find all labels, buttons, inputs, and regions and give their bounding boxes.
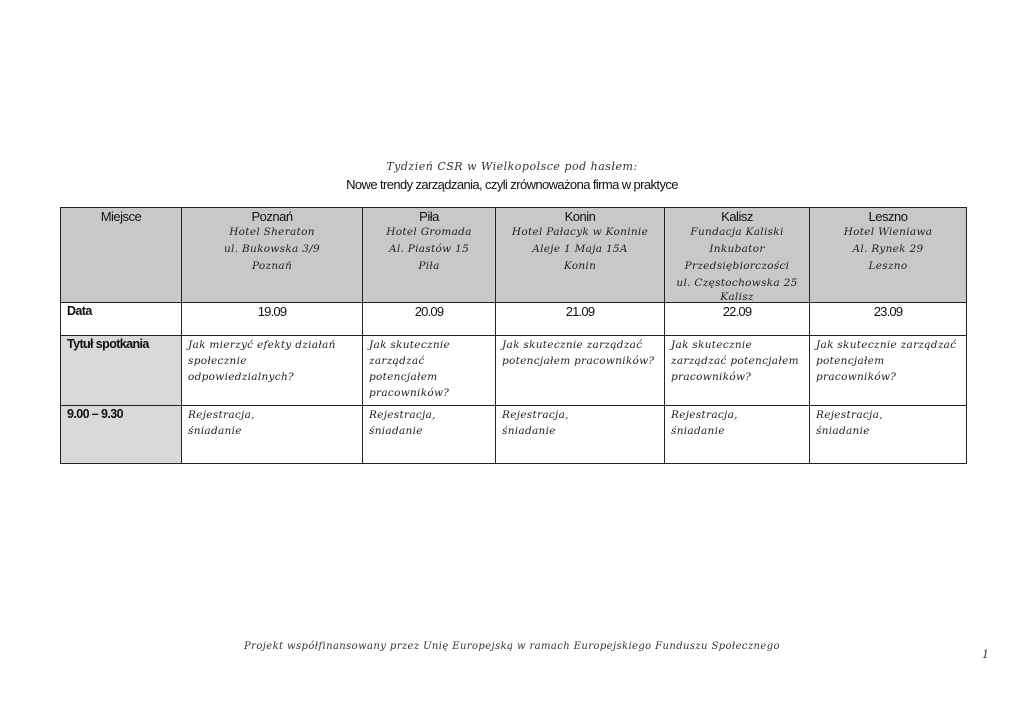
- meeting-title-cell: [496, 336, 665, 406]
- text-line: zarządzać potencjałem: [671, 355, 799, 367]
- address-line: Hotel Sheraton: [229, 226, 315, 238]
- meeting-title-label-cell: [61, 336, 182, 406]
- text-line: pracowników?: [369, 387, 450, 399]
- text-line: śniadanie: [369, 425, 423, 437]
- session-text: [810, 406, 966, 440]
- text-line: śniadanie: [188, 425, 242, 437]
- session-cell: [363, 406, 496, 464]
- date-cell: [363, 303, 496, 336]
- text-line: śniadanie: [816, 425, 870, 437]
- date-cell: [496, 303, 665, 336]
- text-line: Jak skutecznie: [369, 339, 451, 351]
- meeting-title-cell: [665, 336, 810, 406]
- text-line: Rejestracja,: [671, 409, 738, 421]
- session-text: [182, 406, 362, 440]
- place-cell-pila: [363, 208, 496, 303]
- schedule-table: [60, 207, 967, 464]
- address-line: Leszno: [868, 260, 908, 272]
- text-line: Rejestracja,: [369, 409, 436, 421]
- address-line: Hotel Wieniawa: [843, 226, 933, 238]
- address-line: Kalisz: [720, 292, 754, 302]
- text-line: Rejestracja,: [188, 409, 255, 421]
- meeting-title-text: [496, 336, 664, 370]
- address-line: Przedsiębiorczości: [684, 260, 790, 272]
- text-line: śniadanie: [502, 425, 556, 437]
- city-name: Piła: [419, 209, 439, 224]
- session-cell: [810, 406, 967, 464]
- text-line: śniadanie: [671, 425, 725, 437]
- address-line: Hotel Gromada: [386, 226, 472, 238]
- place-row: [61, 208, 967, 303]
- meeting-title-label: Tytuł spotkania: [67, 337, 149, 351]
- time-label-cell: [61, 406, 182, 464]
- meeting-title-text: [182, 336, 362, 386]
- date-cell: [810, 303, 967, 336]
- text-line: zarządzać: [369, 355, 425, 367]
- place-cell-kalisz: [665, 208, 810, 303]
- address-line: ul. Bukowska 3/9: [224, 243, 320, 255]
- place-cell-poznan: [182, 208, 363, 303]
- address-line: Al. Piastów 15: [388, 243, 470, 255]
- text-line: pracowników?: [816, 371, 897, 383]
- date-label-cell: [61, 303, 182, 336]
- text-line: Jak skutecznie zarządzać: [816, 339, 957, 351]
- text-line: Rejestracja,: [502, 409, 569, 421]
- session-row: [61, 406, 967, 464]
- meeting-title-text: [810, 336, 966, 386]
- session-text: [496, 406, 664, 440]
- address-line: Konin: [563, 260, 597, 272]
- date-value: 22.09: [722, 304, 752, 319]
- address-line: Al. Rynek 29: [852, 243, 924, 255]
- document-footer: Projekt współfinansowany przez Unię Europejską w ramach Europejskiego Funduszu Społecznego: [244, 641, 780, 652]
- city-name: Konin: [564, 209, 596, 224]
- document-subtitle: Tydzień CSR w Wielkopolsce pod hasłem:: [386, 160, 638, 173]
- place-cell-konin: [496, 208, 665, 303]
- session-cell: [665, 406, 810, 464]
- address-line: Piła: [418, 260, 440, 272]
- date-value: 20.09: [414, 304, 444, 319]
- meeting-title-cell: [810, 336, 967, 406]
- time-label: 9.00 – 9.30: [67, 407, 123, 421]
- place-label: Miejsce: [100, 209, 142, 224]
- text-line: Rejestracja,: [816, 409, 883, 421]
- text-line: potencjałem: [369, 371, 438, 383]
- session-text: [363, 406, 495, 440]
- meeting-title-text: [665, 336, 809, 386]
- address-line: Fundacja Kaliski: [690, 226, 784, 238]
- address-line: Aleje 1 Maja 15A: [532, 243, 628, 255]
- text-line: Jak mierzyć efekty działań: [188, 339, 336, 351]
- text-line: Jak skutecznie: [671, 339, 753, 351]
- date-value: 19.09: [257, 304, 287, 319]
- text-line: Jak skutecznie zarządzać: [502, 339, 643, 351]
- session-cell: [182, 406, 363, 464]
- city-name: Kalisz: [721, 209, 753, 224]
- session-cell: [496, 406, 665, 464]
- date-cell: [665, 303, 810, 336]
- page-number: 1: [982, 648, 989, 661]
- address-line: Hotel Pałacyk w Koninie: [511, 226, 649, 238]
- meeting-title-row: [61, 336, 967, 406]
- address-line: ul. Częstochowska 25: [676, 277, 798, 289]
- city-name: Leszno: [868, 209, 908, 224]
- meeting-title-cell: [182, 336, 363, 406]
- date-row: [61, 303, 967, 336]
- address-line: Poznań: [251, 260, 293, 272]
- meeting-title-cell: [363, 336, 496, 406]
- place-label-cell: [61, 208, 182, 303]
- date-label: Data: [67, 304, 92, 318]
- address-line: Inkubator: [709, 243, 765, 255]
- text-line: pracowników?: [671, 371, 752, 383]
- document-title: Nowe trendy zarządzania, czyli zrównoważona firma w praktyce: [346, 177, 678, 192]
- date-value: 21.09: [565, 304, 595, 319]
- meeting-title-text: [363, 336, 495, 402]
- date-value: 23.09: [873, 304, 903, 319]
- city-name: Poznań: [251, 209, 293, 224]
- place-cell-leszno: [810, 208, 967, 303]
- text-line: społecznie odpowiedzialnych?: [188, 355, 294, 383]
- text-line: potencjałem: [816, 355, 885, 367]
- date-cell: [182, 303, 363, 336]
- text-line: potencjałem pracowników?: [502, 355, 655, 367]
- session-text: [665, 406, 809, 440]
